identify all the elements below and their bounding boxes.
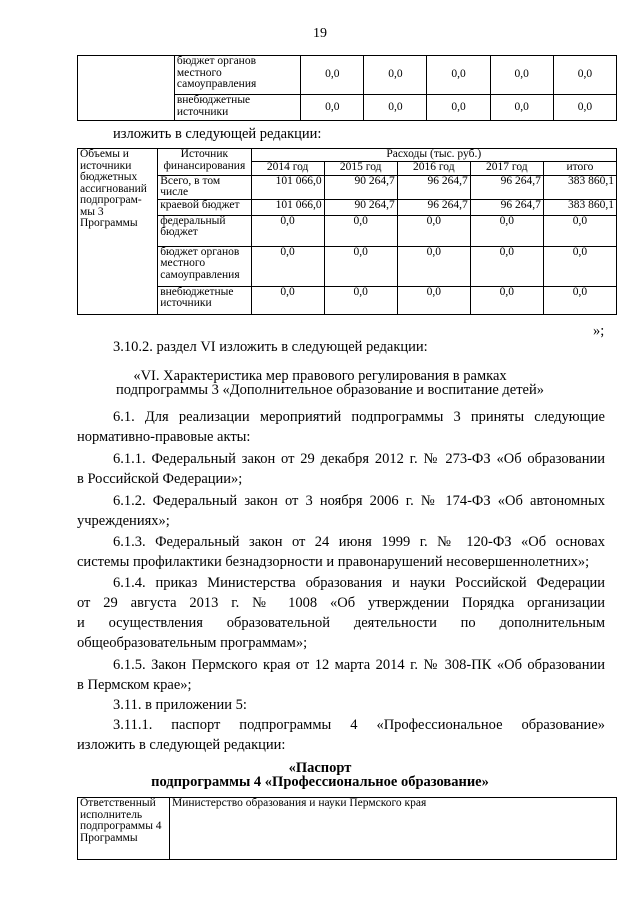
row-label: краевой бюджет — [158, 199, 251, 215]
cell-value: 383 860,1 — [543, 175, 616, 199]
paragraph-6-1-4-line2: от 29 августа 2013 г. № 1008 «Об утверждении Порядка организации — [77, 595, 605, 611]
table-row — [78, 199, 617, 215]
cell-value: 0,0 — [490, 56, 553, 95]
responsible-value: Министерство образования и науки Пермского края — [169, 798, 616, 860]
edit-intro: изложить в следующей редакции: — [113, 126, 322, 142]
top-table — [77, 55, 617, 121]
cell-value: 0,0 — [364, 95, 427, 121]
year-header: 2015 год — [324, 161, 397, 175]
cell-value: 0,0 — [470, 215, 543, 246]
paragraph-6-1-3-line1: 6.1.3. Федеральный закон от 24 июня 1999 г. № 120-ФЗ «Об основах — [113, 534, 605, 550]
paragraph-6-1-5-line2: в Пермском крае»; — [77, 677, 192, 693]
cell-value: 96 264,7 — [470, 199, 543, 215]
cell-value: 101 066,0 — [251, 199, 324, 215]
row-label: федеральный бюджет — [158, 215, 251, 246]
cell-value: 0,0 — [301, 95, 364, 121]
paragraph-6-1-4-line4: общеобразовательным программам»; — [77, 635, 308, 651]
paragraph-6-1-5-line1: 6.1.5. Закон Пермского края от 12 марта 2014 г. № 308-ПК «Об образовании — [113, 657, 605, 673]
cell-value: 0,0 — [427, 95, 490, 121]
cell-value: 90 264,7 — [324, 199, 397, 215]
cell-value: 0,0 — [397, 286, 470, 314]
cell-value: 0,0 — [427, 56, 490, 95]
cell-value: 96 264,7 — [397, 199, 470, 215]
paragraph-6-1-4-line3: и осуществления образовательной деятельности по дополнительным — [77, 615, 605, 631]
row-label: бюджет органов местного самоуправления — [174, 56, 300, 95]
cell-value: 96 264,7 — [470, 175, 543, 199]
passport-title-line1: «Паспорт — [288, 760, 352, 776]
paragraph-6-1-4-line1: 6.1.4. приказ Министерства образования и науки Российской Федерации — [113, 575, 605, 591]
cell-value: 0,0 — [470, 246, 543, 286]
year-header: 2016 год — [397, 161, 470, 175]
cell-value: 0,0 — [251, 215, 324, 246]
cell-value: 96 264,7 — [397, 175, 470, 199]
cell-value: 0,0 — [397, 246, 470, 286]
cell-value: 0,0 — [324, 286, 397, 314]
table-row — [78, 215, 617, 246]
cell-value: 0,0 — [324, 246, 397, 286]
cell-value: 0,0 — [490, 95, 553, 121]
paragraph-3-11-1-line1: 3.11.1. паспорт подпрограммы 4 «Профессиональное образование» — [113, 717, 605, 733]
cell-value: 0,0 — [470, 286, 543, 314]
paragraph-3-10-2: 3.10.2. раздел VI изложить в следующей редакции: — [113, 339, 428, 355]
paragraph-6-1-1-line1: 6.1.1. Федеральный закон от 29 декабря 2012 г. № 273-ФЗ «Об образовании — [113, 451, 605, 467]
section-title-line1: «VI. Характеристика мер правового регулирования в рамках — [133, 368, 507, 384]
section-title-line2: подпрограммы 3 «Дополнительное образование и воспитание детей» — [116, 382, 544, 398]
cell-value: 0,0 — [553, 95, 616, 121]
table-row — [78, 286, 617, 314]
paragraph-6-1-2-line1: 6.1.2. Федеральный закон от 3 ноября 2006 г. № 174-ФЗ «Об автономных — [113, 493, 605, 509]
cell-value: 383 860,1 — [543, 199, 616, 215]
cell-value: 0,0 — [543, 246, 616, 286]
row-label: внебюджетные источники — [174, 95, 300, 121]
table-row — [78, 246, 617, 286]
paragraph-3-11: 3.11. в приложении 5: — [113, 697, 247, 713]
row-label: бюджет органов местного самоуправления — [158, 246, 251, 286]
row-header-volumes: Объемы и источники бюджетных ассигнований подпрограм-мы 3 Программы — [78, 149, 158, 315]
paragraph-6-1-line1: 6.1. Для реализации мероприятий подпрограммы 3 приняты следующие — [113, 409, 605, 425]
col-header-source: Источник финансирования — [158, 149, 251, 176]
cell-value: 0,0 — [364, 56, 427, 95]
year-header: 2014 год — [251, 161, 324, 175]
table-row — [78, 149, 617, 162]
year-header: 2017 год — [470, 161, 543, 175]
table-row — [78, 798, 617, 860]
passport-title-line2: подпрограммы 4 «Профессиональное образование» — [151, 774, 489, 790]
close-quote: »; — [593, 323, 605, 339]
responsible-label: Ответственный исполнитель подпрограммы 4 Программы — [78, 798, 170, 860]
cell-value: 0,0 — [301, 56, 364, 95]
paragraph-3-11-1-line2: изложить в следующей редакции: — [77, 737, 286, 753]
col-header-expenses: Расходы (тыс. руб.) — [251, 149, 616, 162]
cell-value: 0,0 — [543, 286, 616, 314]
row-label: Всего, в том числе — [158, 175, 251, 199]
financing-table — [77, 148, 617, 315]
cell-value: 0,0 — [251, 286, 324, 314]
paragraph-6-1-2-line2: учреждениях»; — [77, 513, 170, 529]
cell-value: 0,0 — [251, 246, 324, 286]
cell-value: 0,0 — [543, 215, 616, 246]
cell-value: 0,0 — [397, 215, 470, 246]
page-number: 19 — [313, 26, 327, 41]
cell-value: 90 264,7 — [324, 175, 397, 199]
paragraph-6-1-1-line2: в Российской Федерации»; — [77, 471, 243, 487]
cell-value: 101 066,0 — [251, 175, 324, 199]
empty-cell — [78, 56, 175, 121]
year-header: итого — [543, 161, 616, 175]
table-row — [78, 175, 617, 199]
row-label: внебюджетные источники — [158, 286, 251, 314]
paragraph-6-1-line2: нормативно-правовые акты: — [77, 429, 251, 445]
cell-value: 0,0 — [324, 215, 397, 246]
paragraph-6-1-3-line2: системы профилактики безнадзорности и правонарушений несовершеннолетних»; — [77, 554, 590, 570]
passport-table — [77, 797, 617, 860]
cell-value: 0,0 — [553, 56, 616, 95]
table-row — [78, 56, 617, 95]
